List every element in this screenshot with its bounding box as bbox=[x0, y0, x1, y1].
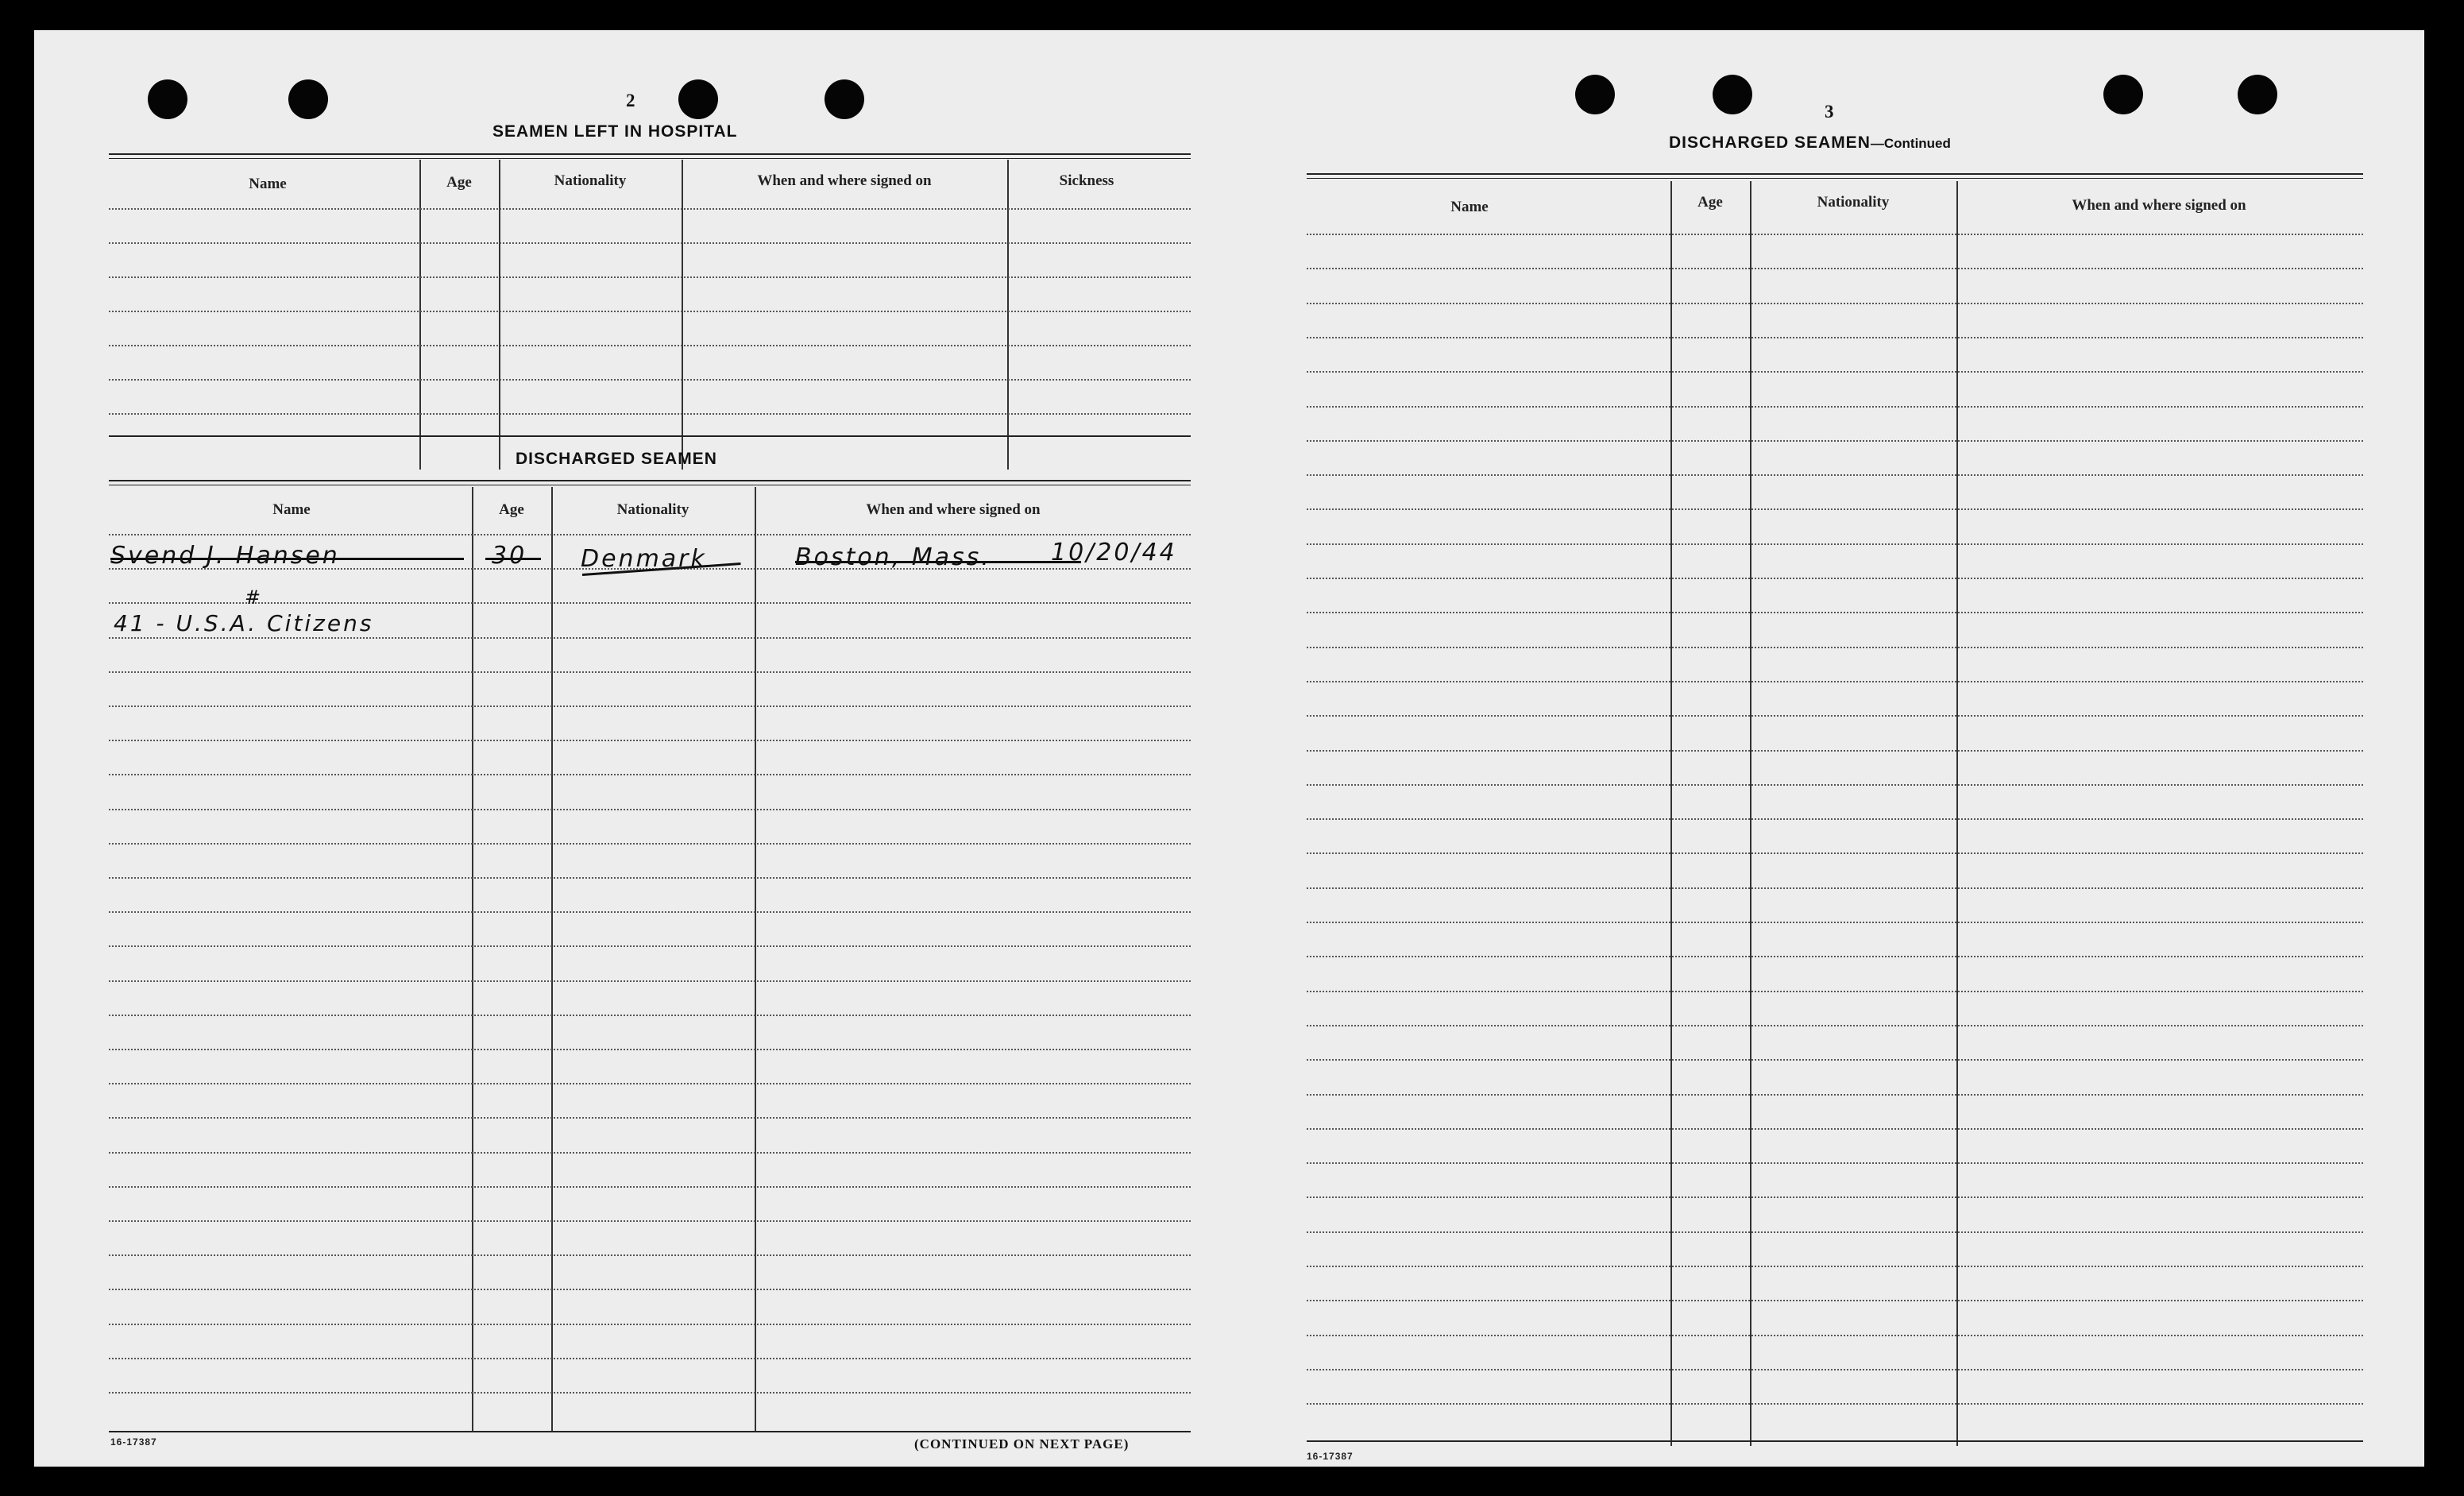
table-row-line bbox=[1307, 303, 2363, 304]
table-row-line bbox=[1307, 1094, 2363, 1096]
table-row-line bbox=[109, 1358, 1191, 1359]
table-top-rule bbox=[109, 153, 1191, 155]
entry-signed-on: Boston, Mass. bbox=[795, 543, 991, 571]
table-row-line bbox=[109, 276, 1191, 278]
punch-hole bbox=[678, 79, 718, 119]
table-row-line bbox=[109, 311, 1191, 312]
hospital-col-age: Age bbox=[446, 174, 472, 191]
table-row-line bbox=[1307, 612, 2363, 613]
punch-hole bbox=[1575, 75, 1615, 114]
entry-age: 30 bbox=[492, 542, 527, 570]
punch-hole bbox=[1713, 75, 1752, 114]
table-row-line bbox=[109, 945, 1191, 947]
table-row-line bbox=[1307, 1059, 2363, 1061]
column-divider bbox=[499, 160, 500, 470]
table-row-line bbox=[109, 602, 1191, 604]
page-number: 3 bbox=[1825, 102, 1834, 122]
table-row-line bbox=[1307, 1369, 2363, 1370]
table-row-line bbox=[109, 1049, 1191, 1050]
table-top-rule bbox=[1307, 178, 2363, 179]
form-number: 16-17387 bbox=[1307, 1451, 1354, 1462]
title-main: DISCHARGED SEAMEN bbox=[1669, 133, 1871, 152]
table-bottom-rule bbox=[109, 435, 1191, 437]
title-suffix: —Continued bbox=[1870, 136, 1951, 151]
column-divider bbox=[419, 160, 421, 470]
table-row-line bbox=[1307, 852, 2363, 854]
table-row-line bbox=[1307, 715, 2363, 717]
table-row-line bbox=[1307, 543, 2363, 545]
entry-date: 10/20/44 bbox=[1051, 539, 1177, 566]
table-row-line bbox=[109, 1220, 1191, 1222]
hospital-section-title: SEAMEN LEFT IN HOSPITAL bbox=[492, 122, 738, 141]
table-row-line bbox=[1307, 371, 2363, 373]
table-row-line bbox=[109, 1083, 1191, 1084]
left-page bbox=[34, 30, 1234, 1467]
table-row-line bbox=[109, 911, 1191, 913]
table-row-line bbox=[109, 242, 1191, 244]
table-row-line bbox=[109, 1254, 1191, 1256]
table-row-line bbox=[1307, 956, 2363, 957]
table-row-line bbox=[1307, 234, 2363, 235]
hospital-col-sickness: Sickness bbox=[1059, 172, 1114, 189]
table-row-line bbox=[109, 1324, 1191, 1325]
hospital-col-signed-on: When and where signed on bbox=[757, 172, 932, 189]
column-divider bbox=[1007, 160, 1009, 470]
table-row-line bbox=[109, 1289, 1191, 1290]
punch-hole bbox=[288, 79, 328, 119]
table-row-line bbox=[1307, 1025, 2363, 1026]
discharged-col-signed-on: When and where signed on bbox=[866, 501, 1041, 518]
table-row-line bbox=[1307, 508, 2363, 510]
table-row-line bbox=[109, 637, 1191, 639]
table-row-line bbox=[1307, 887, 2363, 889]
strike-through-line bbox=[485, 558, 541, 560]
discharged-col-nationality: Nationality bbox=[616, 501, 689, 518]
table-row-line bbox=[1307, 1128, 2363, 1130]
table-bottom-rule bbox=[1307, 1440, 2363, 1442]
punch-hole bbox=[2238, 75, 2277, 114]
table-top-rule bbox=[1307, 173, 2363, 175]
table-row-line bbox=[1307, 922, 2363, 923]
table-row-line bbox=[109, 379, 1191, 381]
table-row-line bbox=[109, 705, 1191, 707]
table-row-line bbox=[1307, 1403, 2363, 1405]
strike-through-line bbox=[110, 558, 464, 560]
table-row-line bbox=[1307, 337, 2363, 338]
table-row-line bbox=[109, 877, 1191, 879]
continued-col-name: Name bbox=[1450, 199, 1489, 215]
discharged-section-title: DISCHARGED SEAMEN bbox=[516, 450, 717, 468]
continued-col-nationality: Nationality bbox=[1817, 194, 1890, 211]
punch-hole bbox=[148, 79, 187, 119]
form-number: 16-17387 bbox=[110, 1436, 157, 1448]
entry-name: Svend J. Hansen bbox=[110, 542, 340, 570]
table-row-line bbox=[1307, 1162, 2363, 1164]
hospital-col-name: Name bbox=[249, 176, 287, 192]
table-row-line bbox=[1307, 681, 2363, 682]
table-top-rule bbox=[109, 480, 1191, 481]
table-row-line bbox=[109, 740, 1191, 741]
table-row-line bbox=[1307, 1196, 2363, 1198]
continued-col-age: Age bbox=[1697, 194, 1723, 211]
table-row-line bbox=[1307, 647, 2363, 648]
table-row-line bbox=[109, 1117, 1191, 1119]
table-row-line bbox=[109, 671, 1191, 673]
continued-col-signed-on: When and where signed on bbox=[2072, 197, 2246, 214]
table-row-line bbox=[109, 1392, 1191, 1394]
continued-note: (CONTINUED ON NEXT PAGE) bbox=[914, 1436, 1130, 1452]
table-row-line bbox=[109, 843, 1191, 845]
table-row-line bbox=[1307, 578, 2363, 579]
table-row-line bbox=[1307, 440, 2363, 442]
table-row-line bbox=[1307, 1300, 2363, 1301]
table-bottom-rule bbox=[109, 1431, 1191, 1432]
strike-through-line bbox=[795, 561, 1081, 563]
punch-hole bbox=[825, 79, 864, 119]
citizens-note: 41 - U.S.A. Citizens bbox=[114, 610, 374, 636]
table-row-line bbox=[1307, 406, 2363, 408]
table-row-line bbox=[1307, 784, 2363, 786]
discharged-col-name: Name bbox=[272, 501, 311, 518]
page-number: 2 bbox=[626, 91, 635, 110]
table-row-line bbox=[109, 774, 1191, 775]
punch-hole bbox=[2103, 75, 2143, 114]
entry-nationality: Denmark bbox=[581, 545, 707, 573]
table-row-line bbox=[1307, 991, 2363, 992]
table-row-line bbox=[1307, 268, 2363, 269]
table-row-line bbox=[1307, 474, 2363, 476]
table-row-line bbox=[109, 980, 1191, 982]
column-divider bbox=[682, 160, 683, 470]
table-row-line bbox=[1307, 1266, 2363, 1267]
right-page bbox=[1234, 30, 2424, 1467]
table-row-line bbox=[109, 345, 1191, 346]
table-row-line bbox=[1307, 1335, 2363, 1336]
table-row-line bbox=[109, 208, 1191, 210]
table-row-line bbox=[109, 809, 1191, 810]
table-row-line bbox=[109, 1152, 1191, 1154]
hospital-col-nationality: Nationality bbox=[554, 172, 627, 189]
table-row-line bbox=[1307, 750, 2363, 752]
discharged-continued-title bbox=[1669, 133, 1951, 153]
table-row-line bbox=[1307, 818, 2363, 820]
discharged-col-age: Age bbox=[499, 501, 524, 518]
table-top-rule bbox=[109, 158, 1191, 159]
table-row-line bbox=[109, 1015, 1191, 1016]
table-row-line bbox=[109, 1186, 1191, 1188]
table-row-line bbox=[109, 534, 1191, 535]
table-row-line bbox=[1307, 1231, 2363, 1233]
note-mark: # bbox=[245, 586, 264, 609]
table-row-line bbox=[109, 413, 1191, 415]
